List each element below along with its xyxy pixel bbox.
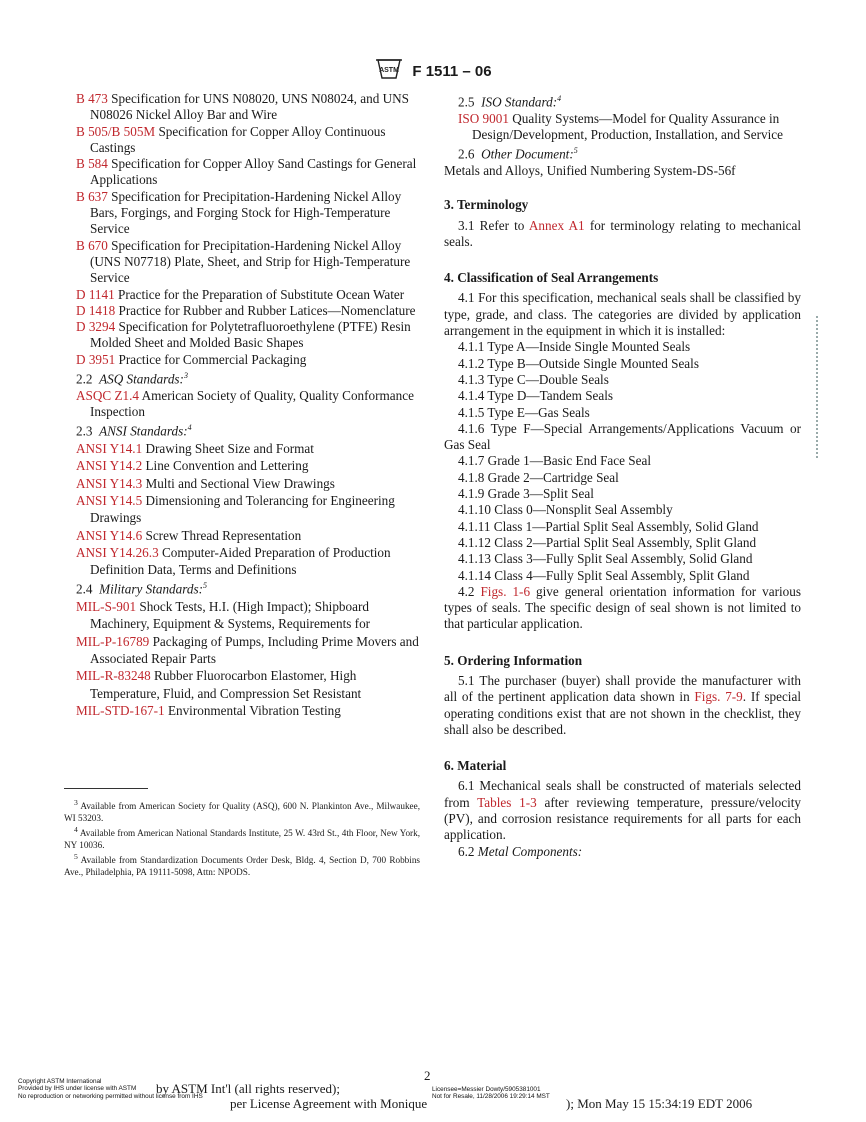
astm-reference — [76, 189, 420, 238]
footer-line-2-left: per License Agreement with Monique — [230, 1096, 428, 1111]
astm-reference — [76, 319, 420, 352]
asq-reference-code-link[interactable]: ASQC Z1.4 — [76, 387, 140, 403]
mil-reference-title: Packaging of Pumps, Including Prime Movers and Associated Repair Parts — [90, 633, 419, 666]
asq-section-heading: 2.2 ASQ Standards:$^3$ — [76, 371, 188, 387]
ansi-reference — [76, 440, 420, 457]
classification-item: 4.1.2 Type B—Outside Single Mounted Seals — [458, 355, 699, 371]
classification-item: 4.1.10 Class 0—Nonsplit Seal Assembly — [458, 502, 673, 518]
astm-reference-code-link[interactable]: B 670 — [76, 237, 108, 253]
asq-reference — [76, 388, 420, 421]
footer-line-2-right: ); Mon May 15 15:34:19 EDT 2006 — [566, 1096, 753, 1111]
paragraph-6-2: 6.2 Metal Components: — [458, 843, 583, 859]
astm-reference — [76, 287, 420, 303]
classification-item: 4.1.14 Class 4—Fully Split Seal Assembly, Split Gland — [458, 567, 750, 583]
ansi-reference-code-link[interactable]: ANSI Y14.3 — [76, 475, 143, 491]
material-paragraph: 6.1 Mechanical seals shall be constructed of materials selected from Tables 1-3 after reviewing temperature, pressure/velocity (PV), and corrosion resistance requirements for all parts for each application. — [444, 778, 801, 843]
ordering-paragraph: 5.1 The purchaser (buyer) shall provide the manufacturer with all of the pertinent application data shown in Figs. 7-9. If special operating conditions exist that are not shown in the checklist, they shall also be described. — [444, 672, 801, 737]
mil-reference — [76, 598, 420, 633]
tables-1-3-link[interactable]: Tables 1-3 — [477, 794, 537, 810]
astm-reference — [76, 124, 420, 157]
ansi-reference-code-link[interactable]: ANSI Y14.5 — [76, 492, 143, 508]
classification-item: 4.1.9 Grade 3—Split Seal — [458, 486, 594, 502]
annex-a1-link[interactable]: Annex A1 — [528, 217, 585, 233]
logo-text: ASTM — [379, 67, 400, 74]
ansi-reference — [76, 527, 420, 544]
mil-section-heading: 2.4 Military Standards:$^5$ — [76, 581, 207, 597]
copyright-notice: Copyright ASTM International Provided by IHS under license with ASTM No reproduction or networking permitted without license from IHS — [18, 1078, 203, 1100]
mil-reference-code-link[interactable]: MIL-R-83248 — [76, 668, 151, 684]
classification-item: 4.1.7 Grade 1—Basic End Face Seal — [458, 453, 651, 469]
mil-reference — [76, 667, 420, 702]
classification-item: 4.1.1 Type A—Inside Single Mounted Seals — [458, 339, 691, 355]
other-document-text: Metals and Alloys, Unified Numbering System-DS-56f — [444, 162, 736, 178]
classification-item: 4.1.8 Grade 2—Cartridge Seal — [458, 469, 619, 485]
mil-reference — [76, 702, 420, 719]
classification-heading: 4. Classification of Seal Arrangements — [444, 270, 659, 286]
figs-7-9-link[interactable]: Figs. 7-9 — [694, 689, 743, 705]
classification-item: 4.1.11 Class 1—Partial Split Seal Assembly, Solid Gland — [458, 518, 759, 534]
asq-references — [76, 388, 420, 421]
footnote-4: $^4$ Available from American National Standards Institute, 25 W. 43rd St., 4th Floor, New York, NY 10036. — [64, 825, 421, 851]
page-number: 2 — [424, 1068, 431, 1083]
mil-reference-code-link[interactable]: MIL-P-16789 — [76, 633, 150, 649]
astm-reference-code-link[interactable]: D 3294 — [76, 319, 116, 335]
astm-reference-title: Practice for Rubber and Rubber Latices—Nomenclature — [115, 302, 416, 318]
ansi-reference-code-link[interactable]: ANSI Y14.6 — [76, 527, 143, 543]
astm-reference-code-link[interactable]: B 637 — [76, 188, 108, 204]
footnote-3: $^3$ Available from American Society for Quality (ASQ), 600 N. Plankinton Ave., Milwaukee, WI 53203. — [64, 798, 420, 824]
astm-reference-code-link[interactable]: B 505/B 505M — [76, 123, 156, 139]
astm-reference-title: Specification for UNS N08020, UNS N08024, and UNS N08026 Nickel Alloy Bar and Wire — [90, 91, 409, 123]
astm-reference-title: Specification for Copper Alloy Sand Castings for General Applications — [90, 156, 417, 188]
mil-reference-code-link[interactable]: MIL-S-901 — [76, 599, 137, 615]
classification-item: 4.1.4 Type D—Tandem Seals — [458, 388, 614, 404]
classification-items — [444, 339, 801, 420]
astm-reference — [76, 352, 420, 368]
footnote-rule — [64, 788, 148, 789]
page-header — [0, 56, 866, 87]
left-column — [76, 91, 420, 719]
astm-reference — [76, 91, 420, 124]
ansi-reference-title: Computer-Aided Preparation of Production Definition Data, Terms and Definitions — [90, 544, 391, 578]
astm-reference-title: Specification for Polytetrafluoroethylene (PTFE) Resin Molded Sheet and Molded Basic Shapes — [90, 319, 411, 351]
ansi-reference-code-link[interactable]: ANSI Y14.2 — [76, 458, 143, 474]
astm-reference-code-link[interactable]: B 584 — [76, 156, 108, 172]
other-section-heading: 2.6 Other Document:$^5$ — [458, 146, 578, 162]
classification-item: 4.1.3 Type C—Double Seals — [458, 371, 609, 387]
ansi-reference-title: Multi and Sectional View Drawings — [142, 475, 335, 491]
ansi-reference-title: Dimensioning and Tolerancing for Engineering Drawings — [90, 492, 395, 526]
mil-references — [76, 598, 420, 719]
mil-reference-title: Rubber Fluorocarbon Elastomer, High Temperature, Fluid, and Compression Set Resistant — [90, 668, 362, 701]
astm-reference — [76, 156, 420, 189]
astm-reference-code-link[interactable]: D 1141 — [76, 286, 115, 302]
material-heading: 6. Material — [444, 758, 507, 774]
designation: F 1511 – 06 — [412, 63, 492, 80]
iso-9001-reference: ISO 9001 Quality Systems—Model for Quality Assurance in Design/Development, Production, Installation, and Service — [458, 110, 783, 142]
ansi-reference — [76, 544, 420, 579]
astm-reference-title: Practice for the Preparation of Substitute Ocean Water — [114, 286, 405, 302]
astm-reference — [76, 303, 420, 319]
classification-intro: 4.1 For this specification, mechanical seals shall be classified by type, grade, and class. The categories are divided by application arrangement in the equipment in which it is installed: — [444, 290, 801, 339]
astm-references — [76, 91, 420, 368]
ansi-reference — [76, 457, 420, 474]
footnotes — [64, 797, 420, 878]
margin-dotted-line — [816, 316, 818, 460]
right-column — [444, 91, 801, 860]
astm-reference-code-link[interactable]: D 3951 — [76, 351, 116, 367]
mil-reference-title: Environmental Vibration Testing — [164, 702, 341, 718]
astm-reference-title: Specification for Copper Alloy Continuous Castings — [90, 123, 386, 155]
paragraph-4-2: 4.2 Figs. 1-6 give general orientation information for various types of seals. The specific design of seal shown is not limited to that particular application. — [444, 583, 801, 632]
classification-item: 4.1.13 Class 3—Fully Split Seal Assembly, Solid Gland — [458, 551, 753, 567]
classification-item: 4.1.12 Class 2—Partial Split Seal Assembly, Split Gland — [458, 534, 757, 550]
terminology-paragraph: 3.1 Refer to Annex A1 for terminology relating to mechanical seals. — [444, 217, 801, 249]
ansi-reference-title: Line Convention and Lettering — [142, 458, 309, 474]
terminology-heading: 3. Terminology — [444, 197, 529, 213]
asq-reference-title: American Society of Quality, Quality Conformance Inspection — [90, 387, 414, 420]
classification-items-grades — [444, 453, 801, 583]
astm-logo-icon — [374, 56, 404, 87]
astm-reference-title: Specification for Precipitation-Hardening Nickel Alloy Bars, Forgings, and Forging Stock for High-Temperature Service — [90, 188, 402, 237]
ansi-reference-code-link[interactable]: ANSI Y14.1 — [76, 441, 143, 457]
ansi-reference — [76, 475, 420, 492]
classification-item-4-1-6: 4.1.6 Type F—Special Arrangements/Applications Vacuum or Gas Seal — [444, 420, 801, 453]
mil-reference-title: Shock Tests, H.I. (High Impact); Shipboard Machinery, Equipment & Systems, Requirements for — [90, 599, 371, 632]
mil-reference — [76, 633, 420, 668]
ansi-references — [76, 440, 420, 578]
footer-line-1: by ASTM Int'l (all rights reserved); — [156, 1081, 340, 1096]
licensee-stamp: Licensee=Messier Dowty/5905381001 Not for Resale, 11/28/2006 19:29:14 MST — [432, 1086, 550, 1101]
iso-9001-link[interactable]: ISO 9001 — [458, 110, 509, 126]
classification-item: 4.1.5 Type E—Gas Seals — [458, 404, 590, 420]
ansi-reference-title: Screw Thread Representation — [142, 527, 302, 543]
astm-reference-title: Practice for Commercial Packaging — [115, 351, 307, 367]
astm-reference-code-link[interactable]: B 473 — [76, 91, 108, 106]
figs-1-6-link[interactable]: Figs. 1-6 — [480, 583, 531, 599]
ordering-heading: 5. Ordering Information — [444, 652, 583, 668]
ansi-section-heading: 2.3 ANSI Standards:$^4$ — [76, 423, 192, 439]
footnote-5: $^5$ Available from Standardization Documents Order Desk, Bldg. 4, Section D, 700 Robbins Ave., Philadelphia, PA 19111-5098, Attn: NPODS. — [64, 852, 420, 878]
iso-section-heading: 2.5 ISO Standard:$^4$ — [458, 94, 562, 110]
ansi-reference-title: Drawing Sheet Size and Format — [142, 441, 314, 457]
ansi-reference-code-link[interactable]: ANSI Y14.26.3 — [76, 544, 159, 560]
astm-reference — [76, 238, 420, 287]
astm-reference-title: Specification for Precipitation-Hardening Nickel Alloy (UNS N07718) Plate, Sheet, and Strip for High-Temperature Service — [90, 237, 411, 286]
astm-reference-code-link[interactable]: D 1418 — [76, 302, 116, 318]
ansi-reference — [76, 492, 420, 527]
mil-reference-code-link[interactable]: MIL-STD-167-1 — [76, 702, 165, 718]
